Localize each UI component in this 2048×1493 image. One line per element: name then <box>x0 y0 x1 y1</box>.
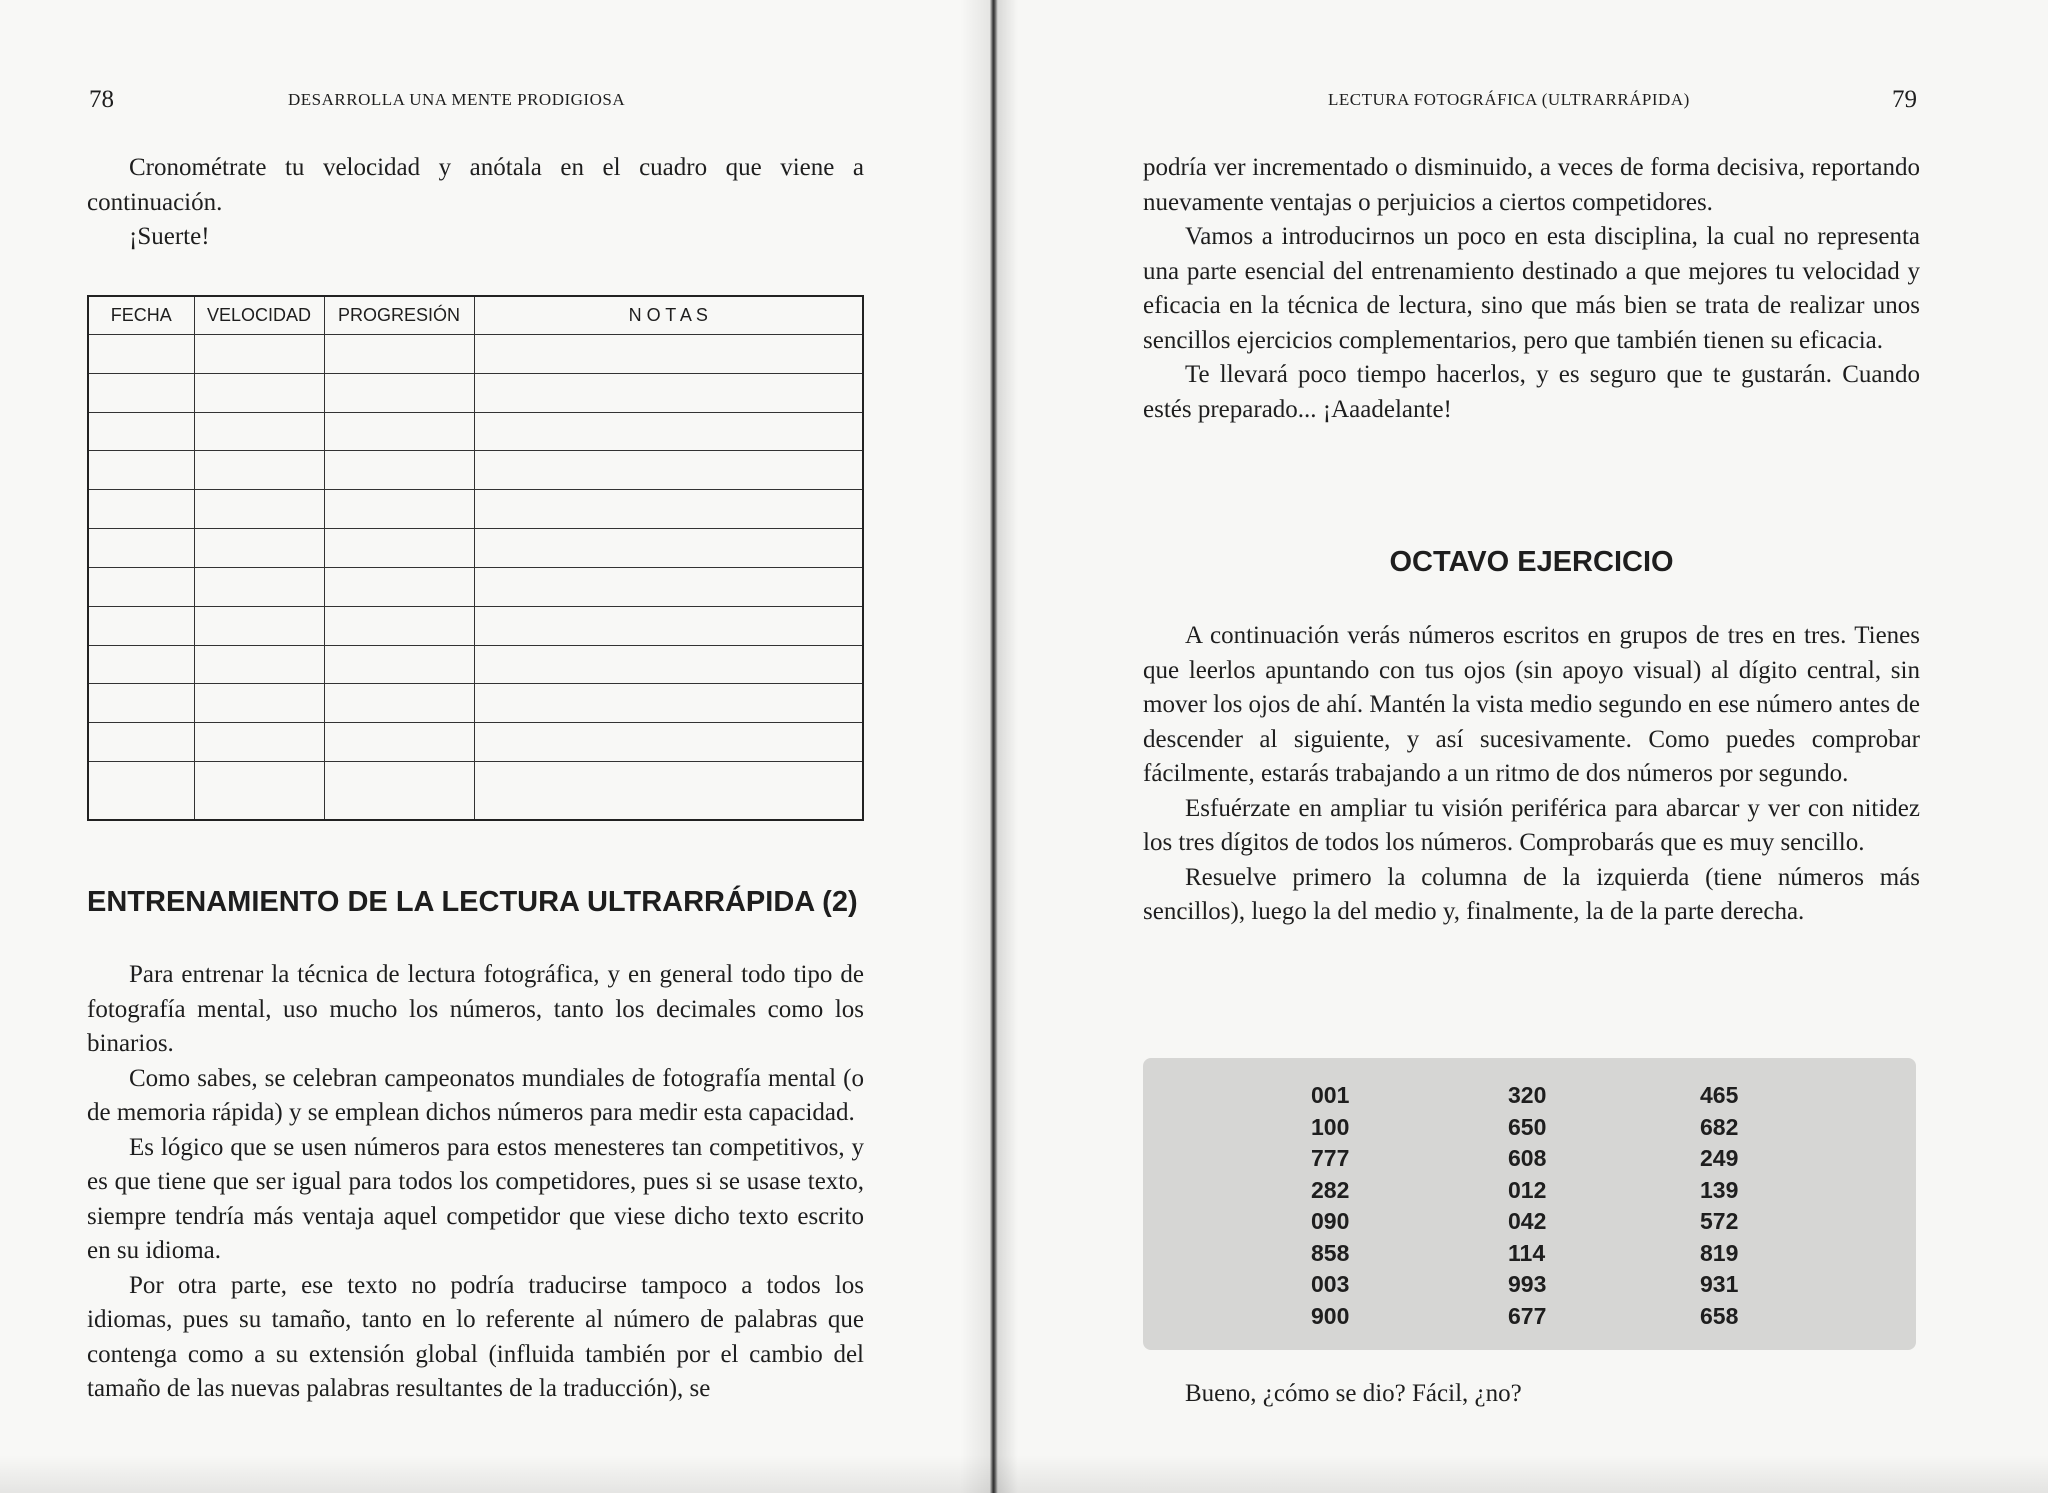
table-header-notas: N O T A S <box>474 296 863 335</box>
number-item: 900 <box>1311 1302 1350 1329</box>
number-item: 003 <box>1311 1271 1350 1297</box>
table-row <box>88 529 863 568</box>
table-cell <box>324 529 474 568</box>
table-cell <box>324 335 474 374</box>
table-cell <box>194 567 324 606</box>
section-title: ENTRENAMIENTO DE LA LECTURA ULTRARRÁPIDA (2) <box>87 886 858 918</box>
number-grid <box>1143 1058 1916 1350</box>
number-item: 090 <box>1311 1208 1350 1234</box>
table-cell <box>324 373 474 412</box>
table-cell <box>194 762 324 820</box>
book-spine <box>990 0 998 1493</box>
table-row <box>88 684 863 723</box>
table-cell <box>194 412 324 451</box>
table-row <box>88 373 863 412</box>
number-item: 114 <box>1508 1239 1546 1266</box>
table-cell <box>88 723 194 762</box>
number-item: 858 <box>1311 1239 1350 1266</box>
number-item: 682 <box>1700 1113 1739 1140</box>
table-row <box>88 606 863 645</box>
number-item: 608 <box>1508 1145 1547 1171</box>
paragraph: podría ver incrementado o disminuido, a veces de forma decisiva, reportando nuevamente ventajas o perjuicios a ciertos competidores. <box>1143 154 1920 216</box>
table-cell <box>194 684 324 723</box>
table-cell <box>474 645 863 684</box>
number-column-right <box>1700 1080 1738 1332</box>
table-cell <box>324 412 474 451</box>
closing-line: Bueno, ¿cómo se dio? Fácil, ¿no? <box>1185 1380 1522 1407</box>
gutter-shadow-right <box>998 0 1018 1493</box>
paragraph: Vamos a introducirnos un poco en esta disciplina, la cual no representa una parte esencial del entrenamiento destinado a que mejores tu velocidad y eficacia en la técnica de lectura, sino que más bien se trata de realizar unos sencillos ejercicios complementarios, pero que también tienen su eficacia. <box>1143 223 1920 354</box>
intro-paragraph: Cronométrate tu velocidad y anótala en el cuadro que viene a continuación. <box>87 154 864 216</box>
number-item: 012 <box>1508 1176 1547 1203</box>
table-header-velocidad: VELOCIDAD <box>194 296 324 335</box>
gutter-shadow-left <box>960 0 990 1493</box>
table-cell <box>194 335 324 374</box>
table-cell <box>194 373 324 412</box>
exercise-title: OCTAVO EJERCICIO <box>1389 546 1674 578</box>
number-item: 993 <box>1508 1271 1547 1297</box>
table-cell <box>324 490 474 529</box>
table-cell <box>88 762 194 820</box>
table-cell <box>88 490 194 529</box>
table-cell <box>324 723 474 762</box>
number-column-left <box>1311 1080 1349 1332</box>
page-number-left: 78 <box>89 86 114 113</box>
table-header-progresion: PROGRESIÓN <box>324 296 474 335</box>
paragraph: Como sabes, se celebran campeonatos mundiales de fotografía mental (o de memoria rápida) y se emplean dichos números para medir esta capacidad. <box>87 1064 864 1126</box>
intro-text <box>87 151 864 255</box>
running-head-right: LECTURA FOTOGRÁFICA (ULTRARRÁPIDA) <box>1328 90 1690 109</box>
table-cell <box>474 412 863 451</box>
table-row <box>88 451 863 490</box>
number-item: 100 <box>1311 1113 1350 1140</box>
table-row <box>88 567 863 606</box>
number-item: 777 <box>1311 1145 1350 1171</box>
number-item: 320 <box>1508 1082 1547 1108</box>
right-top-text <box>1143 151 1920 427</box>
table-cell <box>474 723 863 762</box>
table-row <box>88 412 863 451</box>
number-item: 658 <box>1700 1302 1739 1329</box>
exercise-text <box>1143 619 1920 930</box>
page-bottom-shadow <box>0 1455 2048 1493</box>
table-cell <box>324 645 474 684</box>
number-item: 819 <box>1700 1239 1739 1266</box>
table-row <box>88 723 863 762</box>
number-item: 465 <box>1700 1082 1739 1108</box>
table-cell <box>474 373 863 412</box>
number-item: 001 <box>1311 1082 1350 1108</box>
number-item: 139 <box>1700 1176 1739 1203</box>
paragraph: Para entrenar la técnica de lectura fotográfica, y en general todo tipo de fotografía mental, uso mucho los números, tanto los decimales como los binarios. <box>87 961 864 1057</box>
table-cell <box>88 373 194 412</box>
number-item: 677 <box>1508 1302 1547 1329</box>
table-cell <box>194 490 324 529</box>
paragraph: Es lógico que se usen números para estos menesteres tan competitivos, y es que tiene que ser igual para todos los competidores, pues si se usase texto, siempre tendría más ventaja aquel competidor que viese dicho texto escrito en su idioma. <box>87 1133 864 1264</box>
paragraph: Por otra parte, ese texto no podría traducirse tampoco a todos los idiomas, pues su tamaño, tanto en lo referente al número de palabras que contenga como a su extensión global (influida también por el cambio del tamaño de las nuevas palabras resultantes de la traducción), se <box>87 1271 864 1402</box>
table-cell <box>194 529 324 568</box>
intro-paragraph: ¡Suerte! <box>129 223 210 250</box>
table-row <box>88 762 863 820</box>
page-number-right: 79 <box>1892 86 1917 113</box>
table-cell <box>474 567 863 606</box>
table-cell <box>88 645 194 684</box>
closing-text <box>1185 1377 1885 1412</box>
table-cell <box>474 762 863 820</box>
table-cell <box>88 684 194 723</box>
number-item: 931 <box>1700 1271 1739 1297</box>
paragraph: A continuación verás números escritos en grupos de tres en tres. Tienes que leerlos apuntando con tus ojos (sin apoyo visual) al dígito central, sin mover los ojos de ahí. Mantén la vista medio segundo en ese número antes de descender al siguiente, y así sucesivamente. Como puedes comprobar fácilmente, estarás trabajando a un ritmo de dos números por segundo. <box>1143 622 1920 787</box>
table-cell <box>88 412 194 451</box>
table-cell <box>194 451 324 490</box>
table-row <box>88 645 863 684</box>
paragraph: Esfuérzate en ampliar tu visión periférica para abarcar y ver con nitidez los tres dígitos de todos los números. Comprobarás que es muy sencillo. <box>1143 794 1920 856</box>
left-page <box>0 0 995 1493</box>
table-cell <box>324 606 474 645</box>
table-cell <box>88 567 194 606</box>
table-cell <box>88 529 194 568</box>
paragraph: Resuelve primero la columna de la izquierda (tiene números más sencillos), luego la del medio y, finalmente, la de la parte derecha. <box>1143 863 1920 925</box>
table-row <box>88 335 863 374</box>
number-item: 650 <box>1508 1113 1547 1140</box>
table-cell <box>88 451 194 490</box>
table-cell <box>474 529 863 568</box>
number-item: 042 <box>1508 1208 1547 1234</box>
speed-record-table <box>87 295 864 821</box>
table-cell <box>324 684 474 723</box>
table-cell <box>474 335 863 374</box>
table-cell <box>88 335 194 374</box>
table-cell <box>194 723 324 762</box>
table-cell <box>474 606 863 645</box>
table-row <box>88 490 863 529</box>
table-header-fecha: FECHA <box>88 296 194 335</box>
table-cell <box>474 451 863 490</box>
table-cell <box>474 684 863 723</box>
number-item: 572 <box>1700 1208 1739 1234</box>
number-column-middle <box>1508 1080 1546 1332</box>
table-cell <box>194 645 324 684</box>
table-cell <box>88 606 194 645</box>
table-cell <box>474 490 863 529</box>
running-head-left: DESARROLLA UNA MENTE PRODIGIOSA <box>288 90 626 109</box>
number-item: 249 <box>1700 1145 1739 1171</box>
number-item: 282 <box>1311 1176 1350 1203</box>
table-cell <box>194 606 324 645</box>
paragraph: Te llevará poco tiempo hacerlos, y es seguro que te gustarán. Cuando estés preparado... ¡Aaadelante! <box>1143 361 1920 423</box>
table-cell <box>324 762 474 820</box>
table-cell <box>324 567 474 606</box>
table-cell <box>324 451 474 490</box>
section-body <box>87 958 864 1407</box>
